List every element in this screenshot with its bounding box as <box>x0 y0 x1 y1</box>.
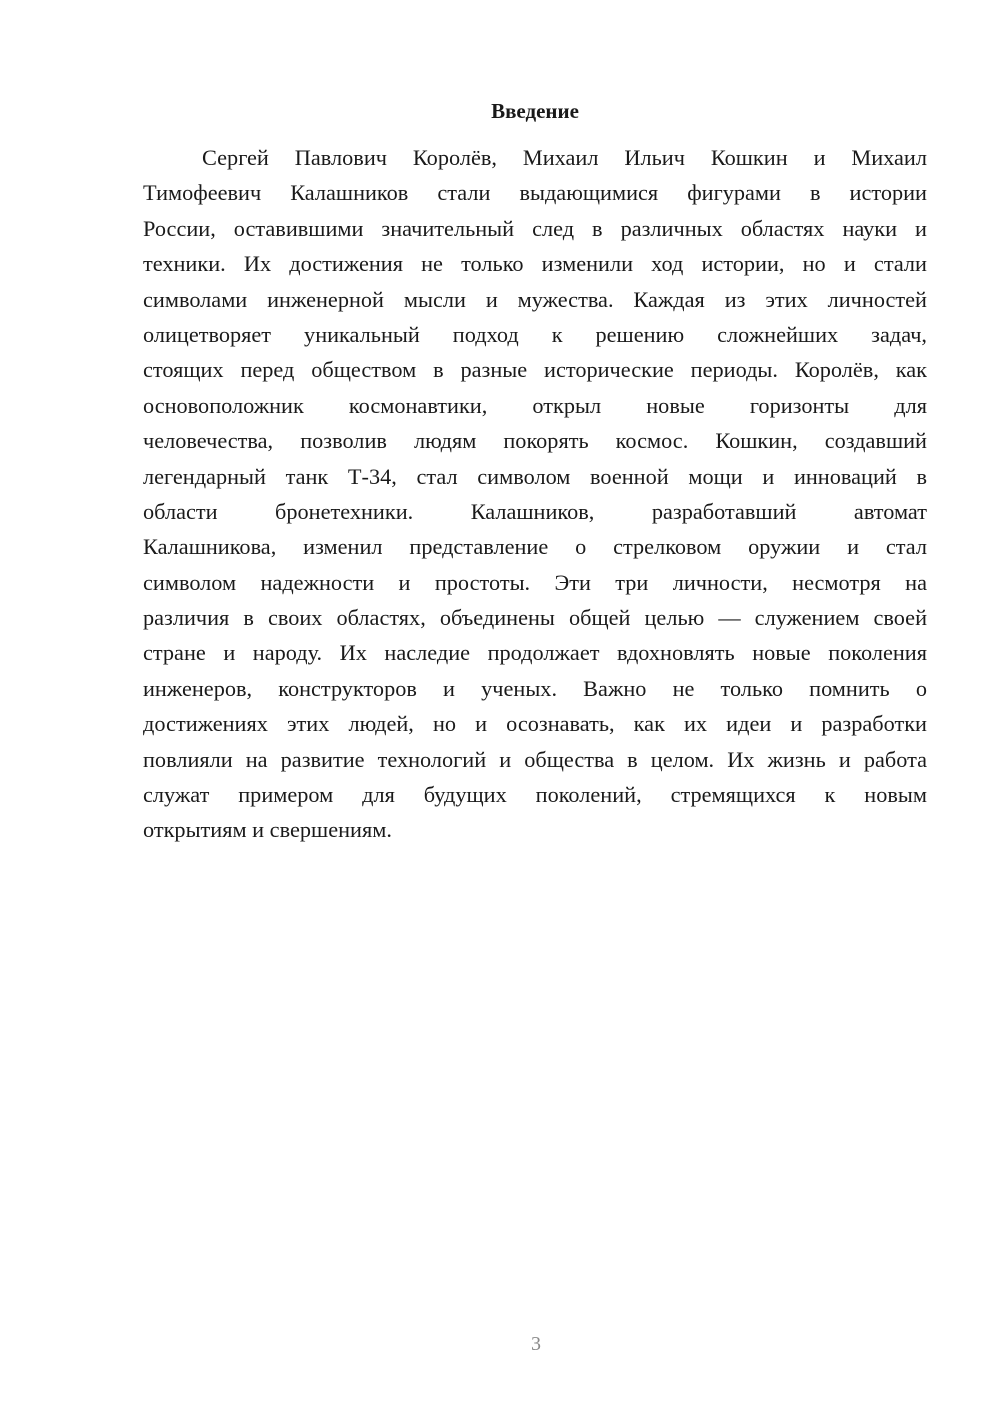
section-title: Введение <box>491 99 579 123</box>
paragraph-line: достижениях этих людей, но и осознавать, как их идеи и разработки <box>143 711 927 737</box>
paragraph-line: олицетворяет уникальный подход к решению сложнейших задач, <box>143 321 927 347</box>
paragraph-line: техники. Их достижения не только изменили ход истории, но и стали <box>143 251 927 277</box>
paragraph-line: повлияли на развитие технологий и общества в целом. Их жизнь и работа <box>143 746 927 772</box>
paragraph-line: различия в своих областях, объединены общей целью — служением своей <box>143 605 927 631</box>
paragraph-line: символом надежности и простоты. Эти три личности, несмотря на <box>143 569 927 595</box>
paragraph-line: Тимофеевич Калашников стали выдающимися фигурами в истории <box>143 180 927 206</box>
paragraph-line: инженеров, конструкторов и ученых. Важно не только помнить о <box>143 675 927 701</box>
paragraph-line: стоящих перед обществом в разные исторические периоды. Королёв, как <box>143 357 927 383</box>
paragraph-line: России, оставившими значительный след в различных областях науки и <box>143 215 927 241</box>
paragraph-line: стране и народу. Их наследие продолжает вдохновлять новые поколения <box>143 640 927 666</box>
paragraph-line: легендарный танк Т-34, стал символом военной мощи и инноваций в <box>143 463 927 489</box>
paragraph-line: основоположник космонавтики, открыл новые горизонты для <box>143 392 927 418</box>
page-number: 3 <box>531 1333 541 1355</box>
paragraph-line: человечества, позволив людям покорять космос. Кошкин, создавший <box>143 428 927 454</box>
paragraph-line: служат примером для будущих поколений, стремящихся к новым <box>143 782 927 808</box>
paragraph-line: открытиям и свершениям. <box>143 817 392 843</box>
paragraph-line: Сергей Павлович Королёв, Михаил Ильич Кошкин и Михаил <box>202 145 927 170</box>
body-paragraph <box>143 140 927 848</box>
paragraph-line: символами инженерной мысли и мужества. Каждая из этих личностей <box>143 286 927 312</box>
paragraph-line: области бронетехники. Калашников, разработавший автомат <box>143 498 927 524</box>
paragraph-line: Калашникова, изменил представление о стрелковом оружии и стал <box>143 534 927 560</box>
